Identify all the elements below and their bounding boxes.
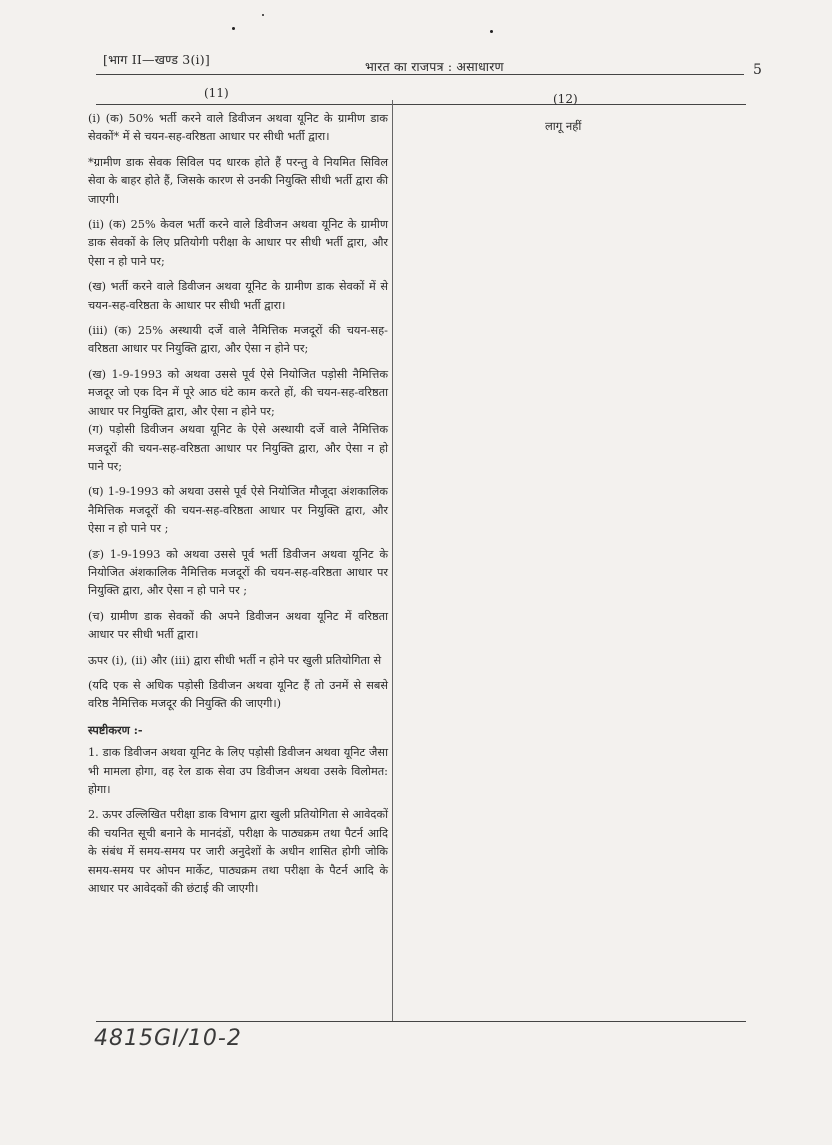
footer-rule xyxy=(96,1021,746,1022)
scan-speck xyxy=(262,14,264,16)
seniority-note: (यदि एक से अधिक पड़ोसी डिवीजन अथवा यूनिट हैं तो उनमें से सबसे वरिष्ठ नैमित्तिक मजदूर की नियुक्ति की जाएगी।) xyxy=(88,678,388,711)
clause-i-a: (i) (क) 50% भर्ती करने वाले डिवीजन अथवा यूनिट के ग्रामीण डाक सेवकों* में से चयन-सह-वरिष्ठता आधार पर सीधी भर्ती द्वारा। xyxy=(88,112,388,144)
scan-speck xyxy=(490,30,493,33)
header-gazette-title: भारत का राजपत्र : असाधारण xyxy=(365,59,504,74)
clause-iii-e: (ङ) 1-9-1993 को अथवा उससे पूर्व भर्ती डिवीजन अथवा यूनिट के नियोजित अंशकालिक नैमित्तिक मजदूरों की चयन-सह-वरिष्ठता आधार पर नियुक्ति द्वारा, और ऐसा न हो पाने पर ; xyxy=(88,547,388,598)
clause-ii-b: (ख) भर्ती करने वाले डिवीजन अथवा यूनिट के ग्रामीण डाक सेवकों में से चयन-सह-वरिष्ठता के आधार पर सीधी भर्ती द्वारा। xyxy=(88,280,388,312)
column-11-label: (11) xyxy=(204,86,229,100)
footnote-gramin-dak-sevak: *ग्रामीण डाक सेवक सिविल पद धारक होते हैं परन्तु वे नियमित सिविल सेवा के बाहर होते हैं, जिसके कारण से उनकी नियुक्ति सीधी भर्ती द्वारा की जाएगी। xyxy=(88,155,388,206)
column-11-body xyxy=(88,110,388,905)
clause-ii-a: (ii) (क) 25% केवल भर्ती करने वाले डिवीजन अथवा यूनिट के ग्रामीण डाक सेवकों के लिए प्रतियोगी परीक्षा के आधार पर सीधी भर्ती द्वारा, और ऐसा न हो पाने पर; xyxy=(88,218,388,268)
column-divider xyxy=(392,100,393,1021)
column-header-rule xyxy=(96,104,746,105)
header-section-label: [भाग II—खण्ड 3(i)] xyxy=(103,52,210,67)
explanation-2: 2. ऊपर उल्लिखित परीक्षा डाक विभाग द्वारा खुली प्रतियोगिता से आवेदकों की चयनित सूची बनाने के मानदंडों, परीक्षा के पाठ्यक्रम तथा पैटर्न आदि के संबंध में समय-समय पर जारी अनुदेशों के अधीन शासित होगी जोकि समय-समय पर ओपन मार्केट, पाठ्यक्रम तथा परीक्षा के पैटर्न आदि के आधार पर आवेदकों की छंटाई की जाएगी। xyxy=(88,808,388,896)
open-competition-note: ऊपर (i), (ii) और (iii) द्वारा सीधी भर्ती न होने पर खुली प्रतियोगिता से xyxy=(88,653,382,667)
clause-iii-d: (घ) 1-9-1993 को अथवा उससे पूर्व ऐसे नियोजित मौजूदा अंशकालिक नैमित्तिक मजदूरों की चयन-सह-वरिष्ठता आधार पर नियुक्ति द्वारा, और ऐसा न हो पाने पर ; xyxy=(88,485,388,536)
clause-iii-b: (ख) 1-9-1993 को अथवा उससे पूर्व ऐसे नियोजित पड़ोसी नैमित्तिक मजदूर जो एक दिन में पूरे आठ घंटे काम करते हों, की चयन-सह-वरिष्ठता आधार पर नियुक्ति द्वारा, और ऐसा न होने पर; xyxy=(88,367,388,418)
column-12-value: लागू नहीं xyxy=(545,119,582,133)
scan-speck xyxy=(232,27,235,30)
explanation-heading: स्पष्टीकरण :- xyxy=(88,722,143,737)
explanation-1: 1. डाक डिवीजन अथवा यूनिट के लिए पड़ोसी डिवीजन अथवा यूनिट जैसा भी मामला होगा, वह रेल डाक सेवा उप डिवीजन अथवा उसके विलोमत: होगा। xyxy=(88,746,388,796)
clause-iii-f: (च) ग्रामीण डाक सेवकों की अपने डिवीजन अथवा यूनिट में वरिष्ठता आधार पर सीधी भर्ती द्वारा। xyxy=(88,609,388,642)
handwritten-reference: 4815GI/10-2 xyxy=(94,1026,242,1051)
header-rule xyxy=(96,74,744,75)
page-number: 5 xyxy=(753,62,763,78)
column-12-label: (12) xyxy=(553,92,578,106)
clause-iii-a: (iii) (क) 25% अस्थायी दर्जे वाले नैमित्तिक मजदूरों की चयन-सह-वरिष्ठता आधार पर नियुक्ति द्वारा, और ऐसा न होने पर; xyxy=(88,324,388,356)
clause-iii-c: (ग) पड़ोसी डिवीजन अथवा यूनिट के ऐसे अस्थायी दर्जे वाले नैमित्तिक मजदूरों की चयन-सह-वरिष्ठता आधार पर नियुक्ति द्वारा, और ऐसा न हो पाने पर; xyxy=(88,423,388,473)
